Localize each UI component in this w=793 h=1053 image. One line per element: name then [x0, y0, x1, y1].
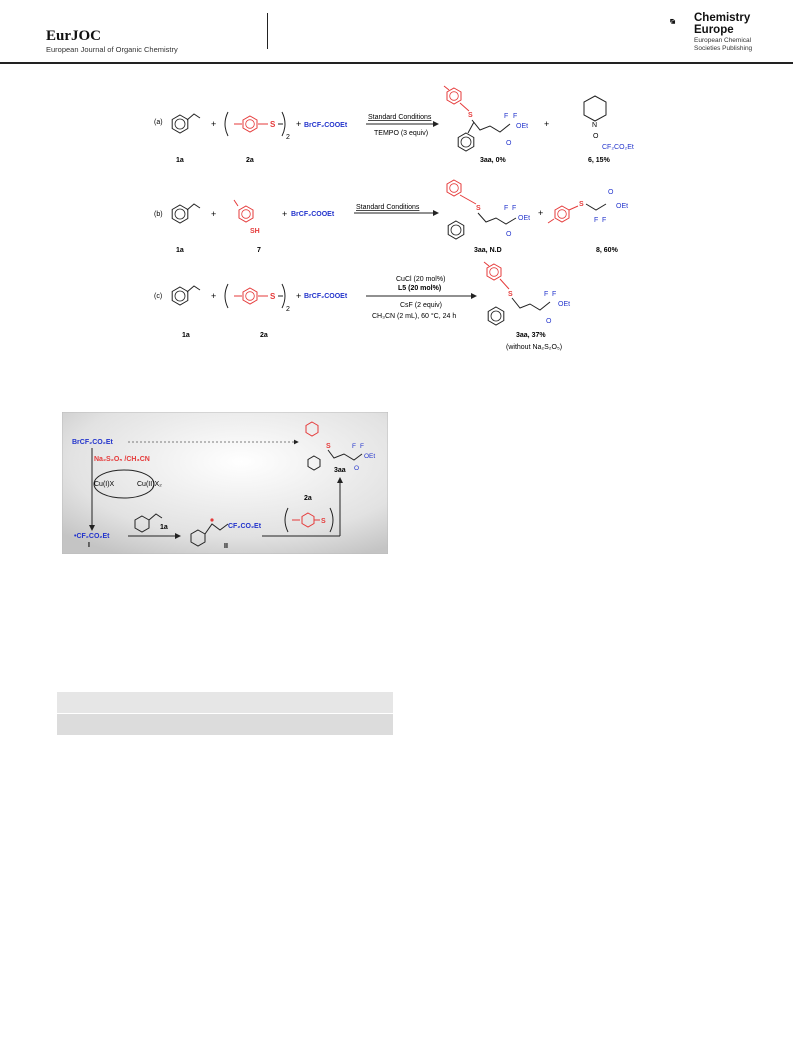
svg-text:F: F: [504, 113, 509, 120]
svg-text:S: S: [579, 201, 584, 208]
header-rule: [0, 62, 793, 64]
row-a-cond2: TEMPO (3 equiv): [374, 130, 429, 137]
row-b-tag: (b): [154, 211, 163, 218]
svg-text:F: F: [544, 291, 549, 298]
row-b-sh: SH: [250, 228, 260, 235]
svg-text:+: +: [211, 291, 217, 301]
mech-intermediate-label: II: [224, 543, 228, 550]
svg-text:+: +: [282, 209, 288, 219]
svg-text:2: 2: [286, 134, 290, 141]
row-c-product-note: (without Na₂S₂O₅): [506, 344, 563, 351]
svg-text:+: +: [538, 208, 544, 218]
svg-text:+: +: [296, 291, 302, 301]
row-c-label-1a: 1a: [182, 332, 190, 339]
svg-text:O: O: [546, 318, 552, 325]
svg-text:S: S: [270, 292, 276, 301]
svg-text:F: F: [512, 205, 517, 212]
svg-text:O: O: [608, 189, 614, 196]
svg-text:S: S: [270, 120, 276, 129]
row-b-reagent: BrCF₂COOEt: [291, 211, 335, 218]
svg-text:F: F: [552, 291, 557, 298]
mech-reductant: Na₂S₂O₅ /CH₃CN: [94, 456, 150, 463]
svg-text:N: N: [592, 122, 598, 129]
row-c-reagent: BrCF₂COOEt: [304, 293, 348, 300]
row-c-cond2: L5 (20 mol%): [398, 285, 442, 292]
journal-title: EurJOC: [46, 28, 102, 44]
row-a-cond1: Standard Conditions: [368, 114, 432, 121]
svg-text:S: S: [326, 443, 331, 450]
svg-text:F: F: [352, 443, 356, 450]
row-c-tag: (c): [154, 293, 163, 300]
scheme-row-a: [154, 86, 634, 164]
row-a-side-group: CF₂CO₂Et: [602, 144, 634, 151]
svg-text:2: 2: [286, 306, 290, 313]
logo-line-4: Societies Publishing: [694, 45, 753, 52]
control-experiments-scheme: [150, 82, 650, 362]
svg-text:+: +: [211, 119, 217, 129]
svg-text:OEt: OEt: [364, 453, 376, 460]
svg-text:+: +: [211, 209, 217, 219]
row-b-side-label: 8, 60%: [596, 247, 618, 254]
mech-cu2: Cu(II)X₂: [137, 481, 162, 488]
logo-line-2: Europe: [694, 24, 734, 36]
mech-cu1: Cu(I)X: [94, 481, 115, 488]
logo-publisher: [694, 37, 752, 53]
row-a-label-1a: 1a: [176, 157, 184, 164]
scheme-row-c: [154, 262, 570, 351]
svg-text:OEt: OEt: [558, 301, 571, 308]
row-a-side-label: 6, 15%: [588, 157, 610, 164]
logo-wordmark: [694, 12, 750, 36]
mech-start: BrCF₂CO₂Et: [72, 439, 113, 446]
row-c-product-label: 3aa, 37%: [516, 332, 546, 339]
page-header: [0, 0, 793, 64]
svg-text:O: O: [506, 231, 512, 238]
row-c-cond4: CH₃CN (2 mL), 60 °C, 24 h: [372, 313, 457, 320]
mech-styrene-label: 1a: [160, 524, 168, 531]
svg-text:F: F: [513, 113, 518, 120]
mech-intermediate: CF₂CO₂Et: [228, 523, 262, 530]
svg-text:S: S: [468, 112, 473, 119]
mech-product-label: 3aa: [334, 467, 346, 474]
table-row: [57, 692, 393, 714]
svg-text:F: F: [594, 217, 599, 224]
row-a-reagent: BrCF₂COOEt: [304, 122, 348, 129]
empty-table: [57, 692, 393, 736]
svg-text:O: O: [506, 140, 512, 147]
table-row: [57, 714, 393, 736]
svg-text:O: O: [354, 465, 360, 472]
row-b-product-label: 3aa, N.D: [474, 247, 502, 254]
row-b-cond1: Standard Conditions: [356, 204, 420, 211]
row-b-label-7: 7: [257, 247, 261, 254]
svg-text:F: F: [602, 217, 607, 224]
svg-text:+: +: [544, 119, 550, 129]
svg-text:S: S: [508, 291, 513, 298]
chemistry-europe-logo-icon: [670, 12, 694, 36]
row-a-label-2a: 2a: [246, 157, 254, 164]
logo-line-3: European Chemical: [694, 37, 752, 44]
row-a-tag: (a): [154, 119, 163, 126]
svg-text:S: S: [476, 205, 481, 212]
mech-radical-label: I: [88, 542, 90, 549]
row-b-label-1a: 1a: [176, 247, 184, 254]
mechanism-diagram: [62, 412, 388, 554]
row-c-label-2a: 2a: [260, 332, 268, 339]
scheme-row-b: [154, 180, 628, 254]
svg-text:O: O: [593, 133, 599, 140]
mech-disulfide-label: 2a: [304, 495, 312, 502]
mech-radical: •CF₂CO₂Et: [74, 533, 110, 540]
svg-text:S: S: [321, 518, 326, 525]
svg-text:F: F: [504, 205, 509, 212]
header-divider: [267, 13, 268, 49]
svg-text:OEt: OEt: [516, 123, 529, 130]
svg-text:OEt: OEt: [616, 203, 629, 210]
svg-text:OEt: OEt: [518, 215, 531, 222]
row-a-product-label: 3aa, 0%: [480, 157, 506, 164]
logo-line-1: Chemistry: [694, 12, 751, 24]
svg-text:F: F: [360, 443, 364, 450]
journal-subtitle: European Journal of Organic Chemistry: [46, 45, 178, 54]
svg-text:+: +: [296, 119, 302, 129]
row-c-cond3: CsF (2 equiv): [400, 302, 443, 309]
row-c-cond1: CuCl (20 mol%): [396, 276, 446, 283]
